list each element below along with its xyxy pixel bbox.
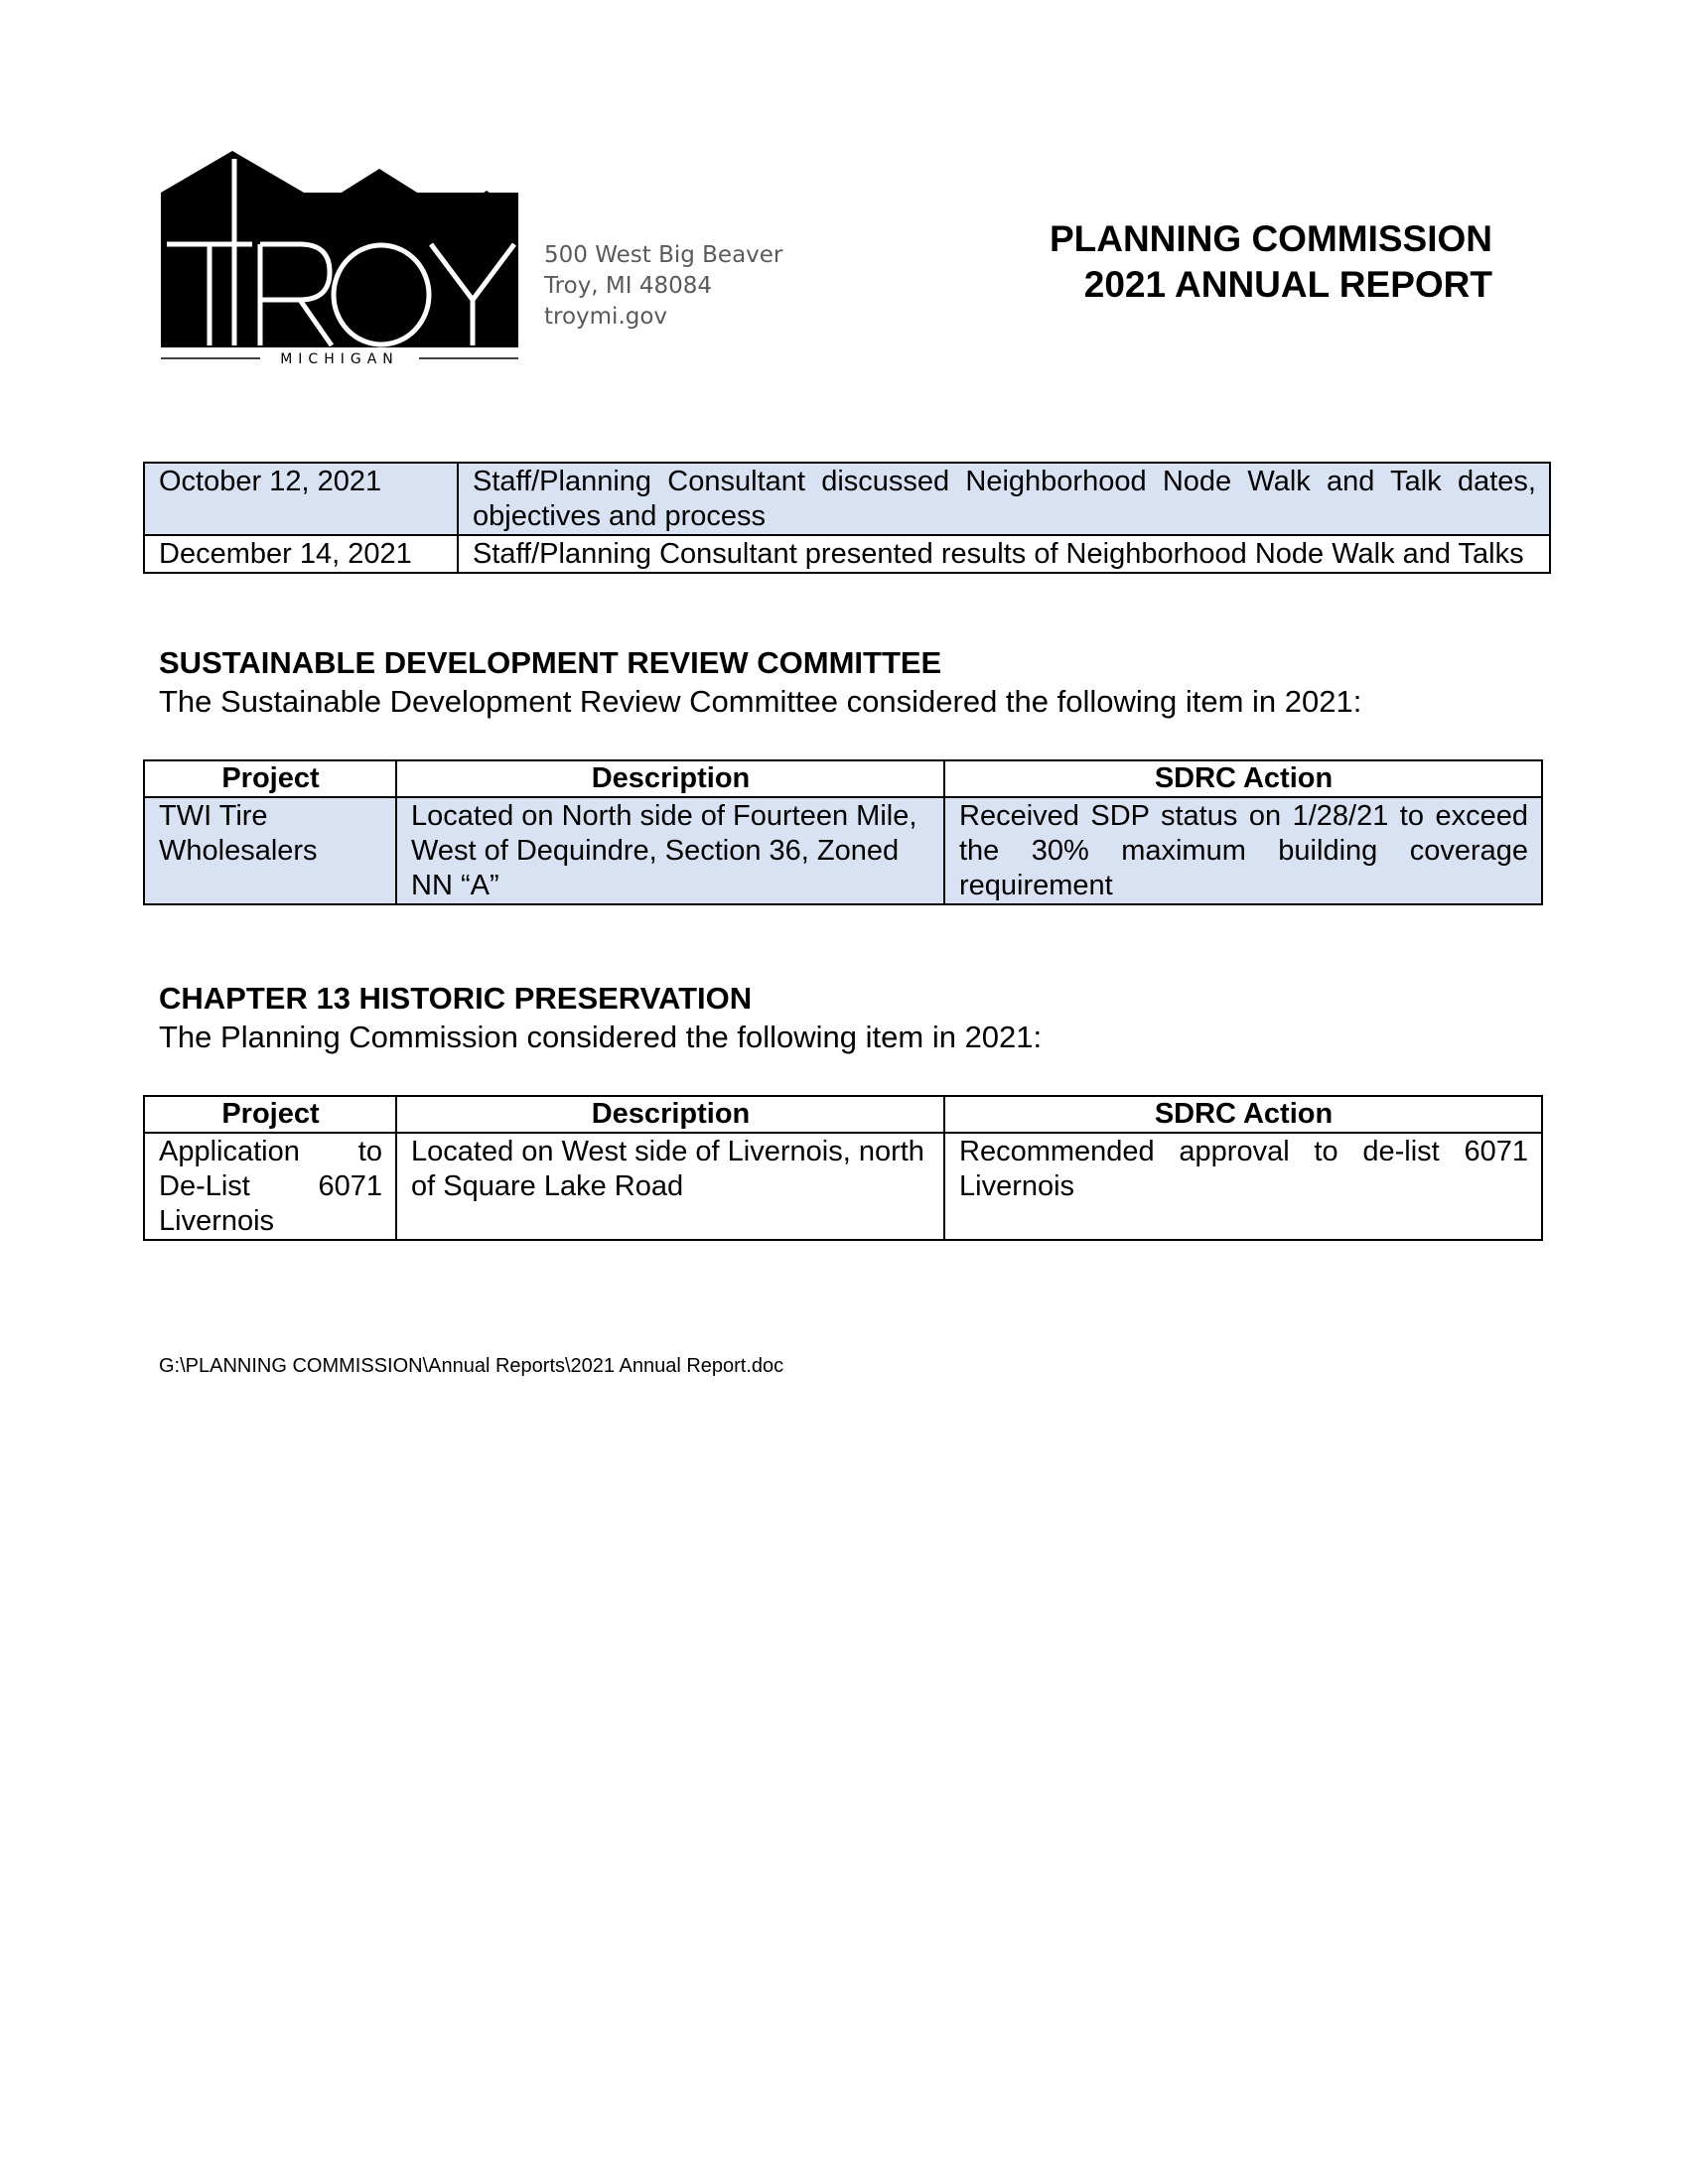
table-row [144,1133,1542,1240]
column-header-action: SDRC Action [944,1096,1542,1133]
report-title [1050,216,1492,308]
file-path-footer: G:\PLANNING COMMISSION\Annual Reports\2021 Annual Report.doc [159,1355,784,1377]
troy-michigan-logo [161,151,518,365]
sdrc-heading: SUSTAINABLE DEVELOPMENT REVIEW COMMITTEE [159,645,942,680]
historic-heading: CHAPTER 13 HISTORIC PRESERVATION [159,981,753,1016]
sdrc-table [143,759,1543,905]
meeting-date: October 12, 2021 [144,463,458,535]
description-cell: Located on West side of Livernois, north of Square Lake Road [396,1133,944,1240]
address-website: troymi.gov [544,304,668,330]
action-cell: Received SDP status on 1/28/21 to exceed the 30% maximum building coverage requirement [944,797,1542,904]
project-cell: TWI Tire Wholesalers [144,797,396,904]
table-row [144,463,1550,535]
column-header-action: SDRC Action [944,760,1542,797]
meeting-description: Staff/Planning Consultant discussed Neighborhood Node Walk and Talk dates, objectives and process [458,463,1550,535]
column-header-description: Description [396,760,944,797]
svg-text:MICHIGAN: MICHIGAN [280,351,399,365]
meeting-date: December 14, 2021 [144,535,458,573]
address-city: Troy, MI 48084 [544,273,713,299]
action-cell: Recommended approval to de-list 6071 Livernois [944,1133,1542,1240]
table-row [144,797,1542,904]
meeting-table [143,462,1551,574]
column-header-description: Description [396,1096,944,1133]
historic-table [143,1095,1543,1241]
city-address [544,240,782,333]
column-header-project: Project [144,1096,396,1133]
historic-intro: The Planning Commission considered the following item in 2021: [159,1020,1043,1054]
project-cell: Application to De-List 6071 Livernois [144,1133,396,1240]
meeting-description: Staff/Planning Consultant presented results of Neighborhood Node Walk and Talks [458,535,1550,573]
column-header-project: Project [144,760,396,797]
table-row [144,535,1550,573]
table-header-row [144,1096,1542,1133]
address-street: 500 West Big Beaver [544,242,783,268]
description-cell: Located on North side of Fourteen Mile, West of Dequindre, Section 36, Zoned NN “A” [396,797,944,904]
report-title-line1: PLANNING COMMISSION [1049,218,1492,259]
table-header-row [144,760,1542,797]
sdrc-intro: The Sustainable Development Review Committee considered the following item in 2021: [159,684,1362,719]
report-title-line2: 2021 ANNUAL REPORT [1083,264,1492,305]
